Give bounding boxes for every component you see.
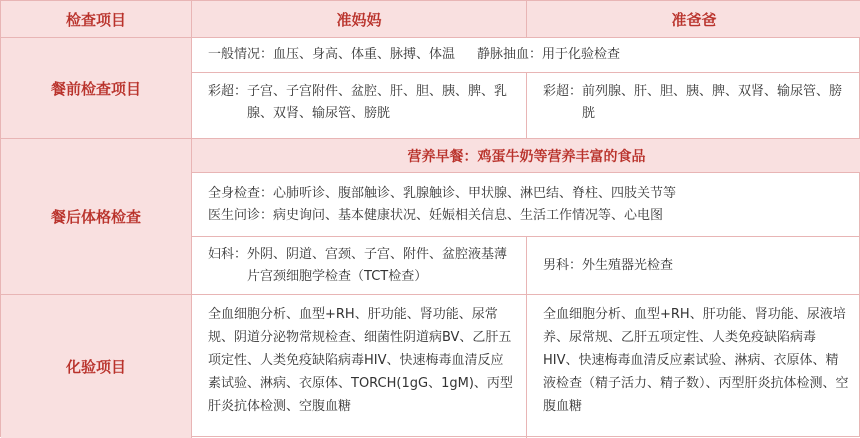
category-pre-meal: 餐前检查项目 — [1, 38, 192, 139]
male-exam-text: 男科：外生殖器光检查 — [543, 257, 674, 273]
breakfast-banner: 营养早餐：鸡蛋牛奶等营养丰富的食品 — [192, 139, 860, 173]
category-lab-tests: 化验项目 — [1, 295, 192, 438]
category-post-meal: 餐后体格检查 — [1, 139, 192, 295]
dad-ultrasound-label: 彩超： — [543, 84, 583, 99]
blood-draw-text: 静脉抽血：用于化验检查 — [477, 47, 621, 62]
dad-ultrasound-cell — [527, 73, 860, 139]
general-info-text: 一般情况：血压、身高、体重、脉搏、体温 — [208, 47, 456, 62]
dad-ultrasound-value: 前列腺、肝、胆、胰、脾、双肾、输尿管、膀胱 — [582, 84, 843, 121]
doctor-consult-text: 医生问诊：病史询问、基本健康状况、妊娠相关信息、生活工作情况等、心电图 — [208, 207, 664, 223]
header-dad: 准爸爸 — [527, 1, 860, 38]
general-info-row — [192, 38, 860, 73]
dad-labs-text: 全血细胞分析、血型+RH、肝功能、肾功能、尿液培养、尿常规、乙肝五项定性、人类免疫缺陷病毒HIV、快速梅毒血清反应素试验、淋病、衣原体、精液检查（精子活力、精子数）、丙型肝炎抗体检测、空腹血糖 — [543, 307, 849, 414]
header-exam-items: 检查项目 — [1, 1, 192, 38]
dad-labs-cell — [527, 295, 860, 438]
mom-labs-cell — [192, 295, 527, 438]
physical-exam-cell — [192, 173, 860, 237]
gyn-value: 外阴、阴道、宫颈、子宫、附件、盆腔液基薄片宫颈细胞学检查（TCT检查） — [247, 246, 508, 284]
header-mom: 准妈妈 — [192, 1, 527, 38]
mom-labs-text: 全血细胞分析、血型+RH、肝功能、肾功能、尿常规、阴道分泌物常规检查、细菌性阴道病BV、乙肝五项定性、人类免疫缺陷病毒HIV、快速梅毒血清反应素试验、淋病、衣原体、TORCH(1gG、1gM)、丙型肝炎抗体检测、空腹血糖 — [208, 307, 513, 414]
mom-ultrasound-value: 子宫、子宫附件、盆腔、肝、胆、胰、脾、乳腺、双肾、输尿管、膀胱 — [247, 84, 508, 121]
male-exam-cell — [527, 237, 860, 295]
mom-ultrasound-cell — [192, 73, 527, 139]
body-exam-text: 全身检查：心肺听诊、腹部触诊、乳腺触诊、甲状腺、淋巴结、脊柱、四肢关节等 — [208, 185, 677, 201]
mom-ultrasound-label: 彩超： — [208, 84, 248, 99]
gyn-exam-cell — [192, 237, 527, 295]
gyn-label: 妇科： — [208, 246, 248, 262]
